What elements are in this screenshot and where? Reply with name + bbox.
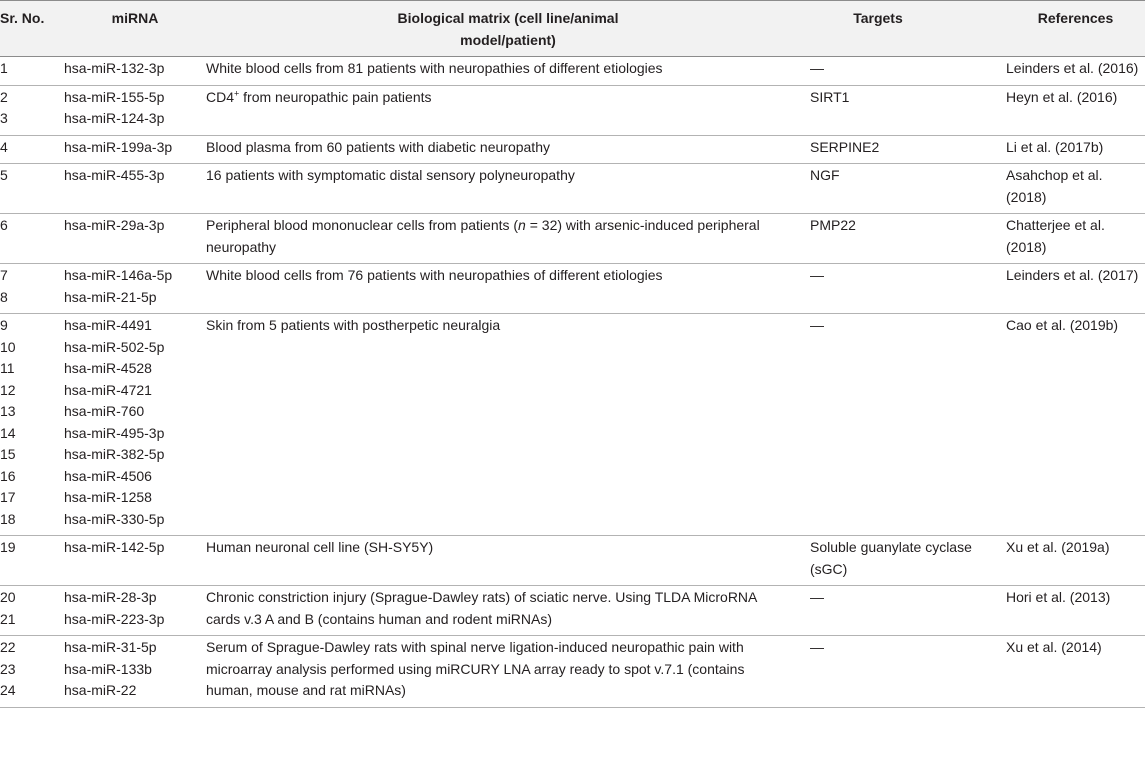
sr-no-value: 18 [0,510,16,527]
sr-no-value: 13 [0,403,16,419]
cell-biological-matrix [206,85,810,135]
cell-sr-no [0,135,64,164]
mirna-name: hsa-miR-382-5p [64,446,165,462]
sr-no-value: 20 [0,589,16,605]
cell-biological-matrix: Serum of Sprague-Dawley rats with spinal nerve ligation-induced neuropathic pain with microarray analysis performed using miRCURY LNA array ready to spot v.7.1 (contains human, mouse and rat miRNAs) [206,639,745,698]
cell-mirna [64,536,206,586]
mirna-name: hsa-miR-133b [64,660,152,677]
sr-no-value: 7 [0,267,8,283]
cell-mirna [64,586,206,636]
table-row [0,135,1145,164]
matrix-text: Peripheral blood mononuclear cells from patients ( [206,217,519,233]
cell-targets: SIRT1 [810,88,850,105]
cell-sr-no [0,636,64,708]
table-row [0,536,1145,586]
sr-no-value: 14 [0,424,16,441]
mirna-name: hsa-miR-4491 [64,317,152,333]
mirna-name: hsa-miR-146a-5p [64,267,173,283]
cell-biological-matrix: White blood cells from 81 patients with neuropathies of different etiologies [206,60,663,76]
sr-no-value: 8 [0,288,8,305]
cell-targets: — [810,267,824,283]
mirna-name: hsa-miR-22 [64,682,137,698]
sr-no-value: 17 [0,489,16,505]
sr-no-value: 6 [0,217,8,233]
cell-biological-matrix: 16 patients with symptomatic distal sensory polyneuropathy [206,167,575,183]
cell-sr-no [0,536,64,586]
cell-mirna [64,135,206,164]
mirna-name: hsa-miR-132-3p [64,60,165,76]
cell-reference: Li et al. (2017b) [1006,138,1104,155]
cell-mirna [64,314,206,536]
cell-biological-matrix: White blood cells from 76 patients with neuropathies of different etiologies [206,267,663,283]
cell-biological-matrix: Human neuronal cell line (SH-SY5Y) [206,539,434,555]
mirna-name: hsa-miR-455-3p [64,167,165,183]
sr-no-value: 15 [0,446,16,462]
header-biological-matrix: Biological matrix (cell line/animal model/patient) [397,10,619,48]
cell-targets: NGF [810,167,840,183]
table-row [0,636,1145,708]
cell-reference: Cao et al. (2019b) [1006,317,1119,333]
cell-reference: Leinders et al. (2016) [1006,60,1139,76]
cell-reference: Asahchop et al. (2018) [1006,167,1103,205]
sr-no-value: 11 [0,360,15,376]
mirna-name: hsa-miR-1258 [64,489,152,505]
mirna-name: hsa-miR-142-5p [64,539,165,555]
cell-reference: Chatterjee et al. (2018) [1006,217,1105,255]
matrix-superscript: + [234,87,240,98]
table-row [0,314,1145,536]
cell-mirna [64,164,206,214]
sr-no-value: 19 [0,539,16,555]
cell-biological-matrix: Chronic constriction injury (Sprague-Dawley rats) of sciatic nerve. Using TLDA MicroRNA cards v.3 A and B (contains human and rodent miRNAs) [206,589,757,627]
sr-no-value: 23 [0,660,16,677]
cell-biological-matrix: Blood plasma from 60 patients with diabetic neuropathy [206,138,550,155]
table-row [0,57,1145,86]
cell-biological-matrix: Skin from 5 patients with postherpetic neuralgia [206,317,501,333]
matrix-text: = 32) with arsenic-induced peripheral neuropathy [206,217,760,255]
sr-no-value: 21 [0,610,16,627]
matrix-text: from neuropathic pain patients [239,88,432,105]
cell-targets: SERPINE2 [810,138,880,155]
cell-sr-no [0,314,64,536]
cell-sr-no [0,214,64,264]
table-row [0,264,1145,314]
cell-targets: PMP22 [810,217,856,233]
table-body [0,57,1145,708]
cell-sr-no [0,586,64,636]
sr-no-value: 9 [0,317,8,333]
sr-no-value: 10 [0,338,16,355]
mirna-name: hsa-miR-4721 [64,381,152,398]
cell-sr-no [0,264,64,314]
matrix-text: CD4 [206,88,235,105]
sr-no-value: 16 [0,467,16,484]
mirna-name: hsa-miR-21-5p [64,288,157,305]
cell-targets: — [810,639,824,655]
sr-no-value: 12 [0,381,16,398]
table-row [0,164,1145,214]
header-mirna: miRNA [111,10,159,26]
sr-no-value: 3 [0,110,8,126]
mirna-name: hsa-miR-28-3p [64,589,157,605]
cell-mirna [64,57,206,86]
mirna-name: hsa-miR-223-3p [64,610,165,627]
sr-no-value: 2 [0,88,8,105]
cell-targets: — [810,317,824,333]
cell-mirna [64,264,206,314]
cell-sr-no [0,164,64,214]
cell-reference: Hori et al. (2013) [1006,589,1111,605]
header-row [0,1,1145,57]
mirna-name: hsa-miR-760 [64,403,145,419]
mirna-name: hsa-miR-199a-3p [64,138,173,155]
sr-no-value: 5 [0,167,8,183]
table-row [0,85,1145,135]
cell-mirna [64,636,206,708]
sr-no-value: 1 [0,60,8,76]
cell-sr-no [0,57,64,86]
mirna-name: hsa-miR-4506 [64,467,152,484]
cell-sr-no [0,85,64,135]
sr-no-value: 22 [0,639,16,655]
mirna-name: hsa-miR-31-5p [64,639,157,655]
cell-mirna [64,214,206,264]
mirna-name: hsa-miR-124-3p [64,110,165,126]
table-header [0,1,1145,57]
sr-no-value: 24 [0,682,16,698]
cell-reference: Heyn et al. (2016) [1006,88,1118,105]
cell-targets: — [810,60,824,76]
cell-reference: Leinders et al. (2017) [1006,267,1139,283]
mirna-name: hsa-miR-4528 [64,360,152,376]
matrix-italic: n [518,217,526,233]
mirna-name: hsa-miR-155-5p [64,88,165,105]
mirna-name: hsa-miR-502-5p [64,338,165,355]
cell-reference: Xu et al. (2014) [1006,639,1102,655]
cell-mirna [64,85,206,135]
mirna-name: hsa-miR-29a-3p [64,217,165,233]
table-row [0,214,1145,264]
header-sr-no: Sr. No. [0,10,45,26]
sr-no-value: 4 [0,138,8,155]
cell-targets: — [810,589,824,605]
mirna-name: hsa-miR-330-5p [64,510,165,527]
cell-reference: Xu et al. (2019a) [1006,539,1110,555]
mirna-name: hsa-miR-495-3p [64,424,165,441]
cell-targets: Soluble guanylate cyclase (sGC) [810,539,972,577]
header-targets: Targets [853,10,903,26]
table-row [0,586,1145,636]
cell-biological-matrix [206,214,810,264]
header-references: References [1037,10,1114,26]
